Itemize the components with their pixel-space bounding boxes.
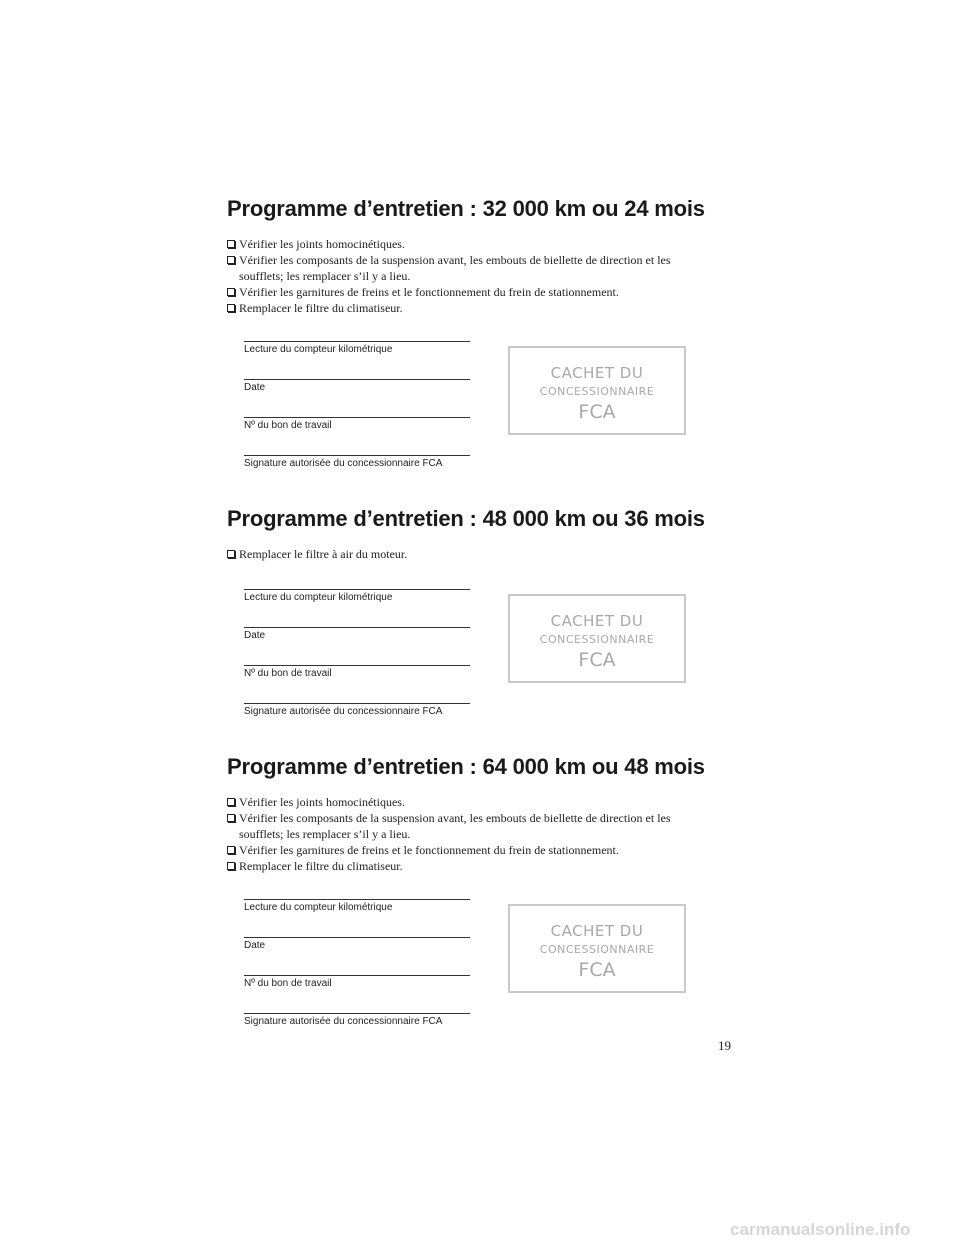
stamp-line-1: CACHET DU bbox=[550, 612, 644, 630]
checkbox-icon[interactable] bbox=[227, 814, 235, 822]
field-line bbox=[244, 1013, 470, 1014]
section-title: Programme d’entretien : 64 000 km ou 48 mois bbox=[227, 754, 705, 779]
field-line bbox=[244, 627, 470, 628]
checkbox-icon[interactable] bbox=[227, 288, 235, 296]
task-list bbox=[227, 236, 707, 316]
work-order-field[interactable] bbox=[244, 417, 470, 455]
signature-label: Signature autorisée du concessionnaire FCA bbox=[244, 1016, 443, 1027]
checkbox-icon[interactable] bbox=[227, 304, 235, 312]
task-text: Remplacer le filtre du climatiseur. bbox=[239, 859, 403, 873]
task-text: Vérifier les joints homocinétiques. bbox=[239, 795, 405, 809]
work-order-field[interactable] bbox=[244, 975, 470, 1013]
dealer-form-64000 bbox=[244, 899, 470, 1051]
signature-field[interactable] bbox=[244, 703, 470, 741]
task-text: Vérifier les composants de la suspension avant, les embouts de biellette de direction et les soufflets; les remplacer s’il y a lieu. bbox=[239, 811, 671, 841]
stamp-line-3: FCA bbox=[578, 401, 616, 423]
work-order-label: Nº du bon de travail bbox=[244, 420, 332, 431]
maintenance-section-32000 bbox=[227, 194, 707, 316]
field-line bbox=[244, 589, 470, 590]
task-item bbox=[227, 842, 707, 858]
task-text: Vérifier les joints homocinétiques. bbox=[239, 237, 405, 251]
dealer-stamp-box bbox=[508, 594, 686, 683]
checkbox-icon[interactable] bbox=[227, 550, 235, 558]
date-label: Date bbox=[244, 630, 266, 641]
work-order-label: Nº du bon de travail bbox=[244, 668, 332, 679]
section-title: Programme d’entretien : 32 000 km ou 24 mois bbox=[227, 196, 705, 221]
stamp-line-2: CONCESSIONNAIRE bbox=[539, 943, 655, 956]
task-text: Vérifier les garnitures de freins et le fonctionnement du frein de stationnement. bbox=[239, 285, 619, 299]
signature-field[interactable] bbox=[244, 1013, 470, 1051]
date-field[interactable] bbox=[244, 379, 470, 417]
checkbox-icon[interactable] bbox=[227, 846, 235, 854]
task-item bbox=[227, 300, 707, 316]
stamp-line-3: FCA bbox=[578, 649, 616, 671]
date-field[interactable] bbox=[244, 937, 470, 975]
signature-label: Signature autorisée du concessionnaire FCA bbox=[244, 458, 443, 469]
maintenance-section-48000 bbox=[227, 504, 707, 562]
section-title: Programme d’entretien : 48 000 km ou 36 mois bbox=[227, 506, 705, 531]
task-text: Vérifier les garnitures de freins et le fonctionnement du frein de stationnement. bbox=[239, 843, 619, 857]
odometer-field[interactable] bbox=[244, 589, 470, 627]
checkbox-icon[interactable] bbox=[227, 862, 235, 870]
task-item bbox=[227, 236, 707, 252]
task-text: Remplacer le filtre à air du moteur. bbox=[239, 547, 408, 561]
stamp-line-2: CONCESSIONNAIRE bbox=[539, 633, 655, 646]
odometer-label: Lecture du compteur kilométrique bbox=[244, 344, 393, 355]
dealer-stamp-box bbox=[508, 904, 686, 993]
task-item bbox=[227, 810, 707, 842]
field-line bbox=[244, 455, 470, 456]
field-line bbox=[244, 417, 470, 418]
page-number: 19 bbox=[718, 1038, 731, 1053]
task-item bbox=[227, 546, 707, 562]
site-watermark: carmanualsonline.info bbox=[730, 1220, 911, 1239]
task-list bbox=[227, 794, 707, 874]
date-label: Date bbox=[244, 940, 266, 951]
field-line bbox=[244, 703, 470, 704]
checkbox-icon[interactable] bbox=[227, 798, 235, 806]
maintenance-section-64000 bbox=[227, 752, 707, 874]
checkbox-icon[interactable] bbox=[227, 240, 235, 248]
dealer-stamp-box bbox=[508, 346, 686, 435]
field-line bbox=[244, 341, 470, 342]
checkbox-icon[interactable] bbox=[227, 256, 235, 264]
field-line bbox=[244, 899, 470, 900]
task-text: Vérifier les composants de la suspension avant, les embouts de biellette de direction et les soufflets; les remplacer s’il y a lieu. bbox=[239, 253, 671, 283]
field-line bbox=[244, 937, 470, 938]
date-label: Date bbox=[244, 382, 266, 393]
odometer-label: Lecture du compteur kilométrique bbox=[244, 592, 393, 603]
signature-field[interactable] bbox=[244, 455, 470, 493]
task-item bbox=[227, 252, 707, 284]
task-text: Remplacer le filtre du climatiseur. bbox=[239, 301, 403, 315]
date-field[interactable] bbox=[244, 627, 470, 665]
task-item bbox=[227, 794, 707, 810]
signature-label: Signature autorisée du concessionnaire FCA bbox=[244, 706, 443, 717]
stamp-line-3: FCA bbox=[578, 959, 616, 981]
field-line bbox=[244, 665, 470, 666]
work-order-label: Nº du bon de travail bbox=[244, 978, 332, 989]
odometer-label: Lecture du compteur kilométrique bbox=[244, 902, 393, 913]
odometer-field[interactable] bbox=[244, 899, 470, 937]
field-line bbox=[244, 975, 470, 976]
stamp-line-1: CACHET DU bbox=[550, 364, 644, 382]
dealer-form-48000 bbox=[244, 589, 470, 741]
stamp-line-2: CONCESSIONNAIRE bbox=[539, 385, 655, 398]
task-item bbox=[227, 284, 707, 300]
field-line bbox=[244, 379, 470, 380]
task-item bbox=[227, 858, 707, 874]
odometer-field[interactable] bbox=[244, 341, 470, 379]
work-order-field[interactable] bbox=[244, 665, 470, 703]
stamp-line-1: CACHET DU bbox=[550, 922, 644, 940]
dealer-form-32000 bbox=[244, 341, 470, 493]
task-list bbox=[227, 546, 707, 562]
